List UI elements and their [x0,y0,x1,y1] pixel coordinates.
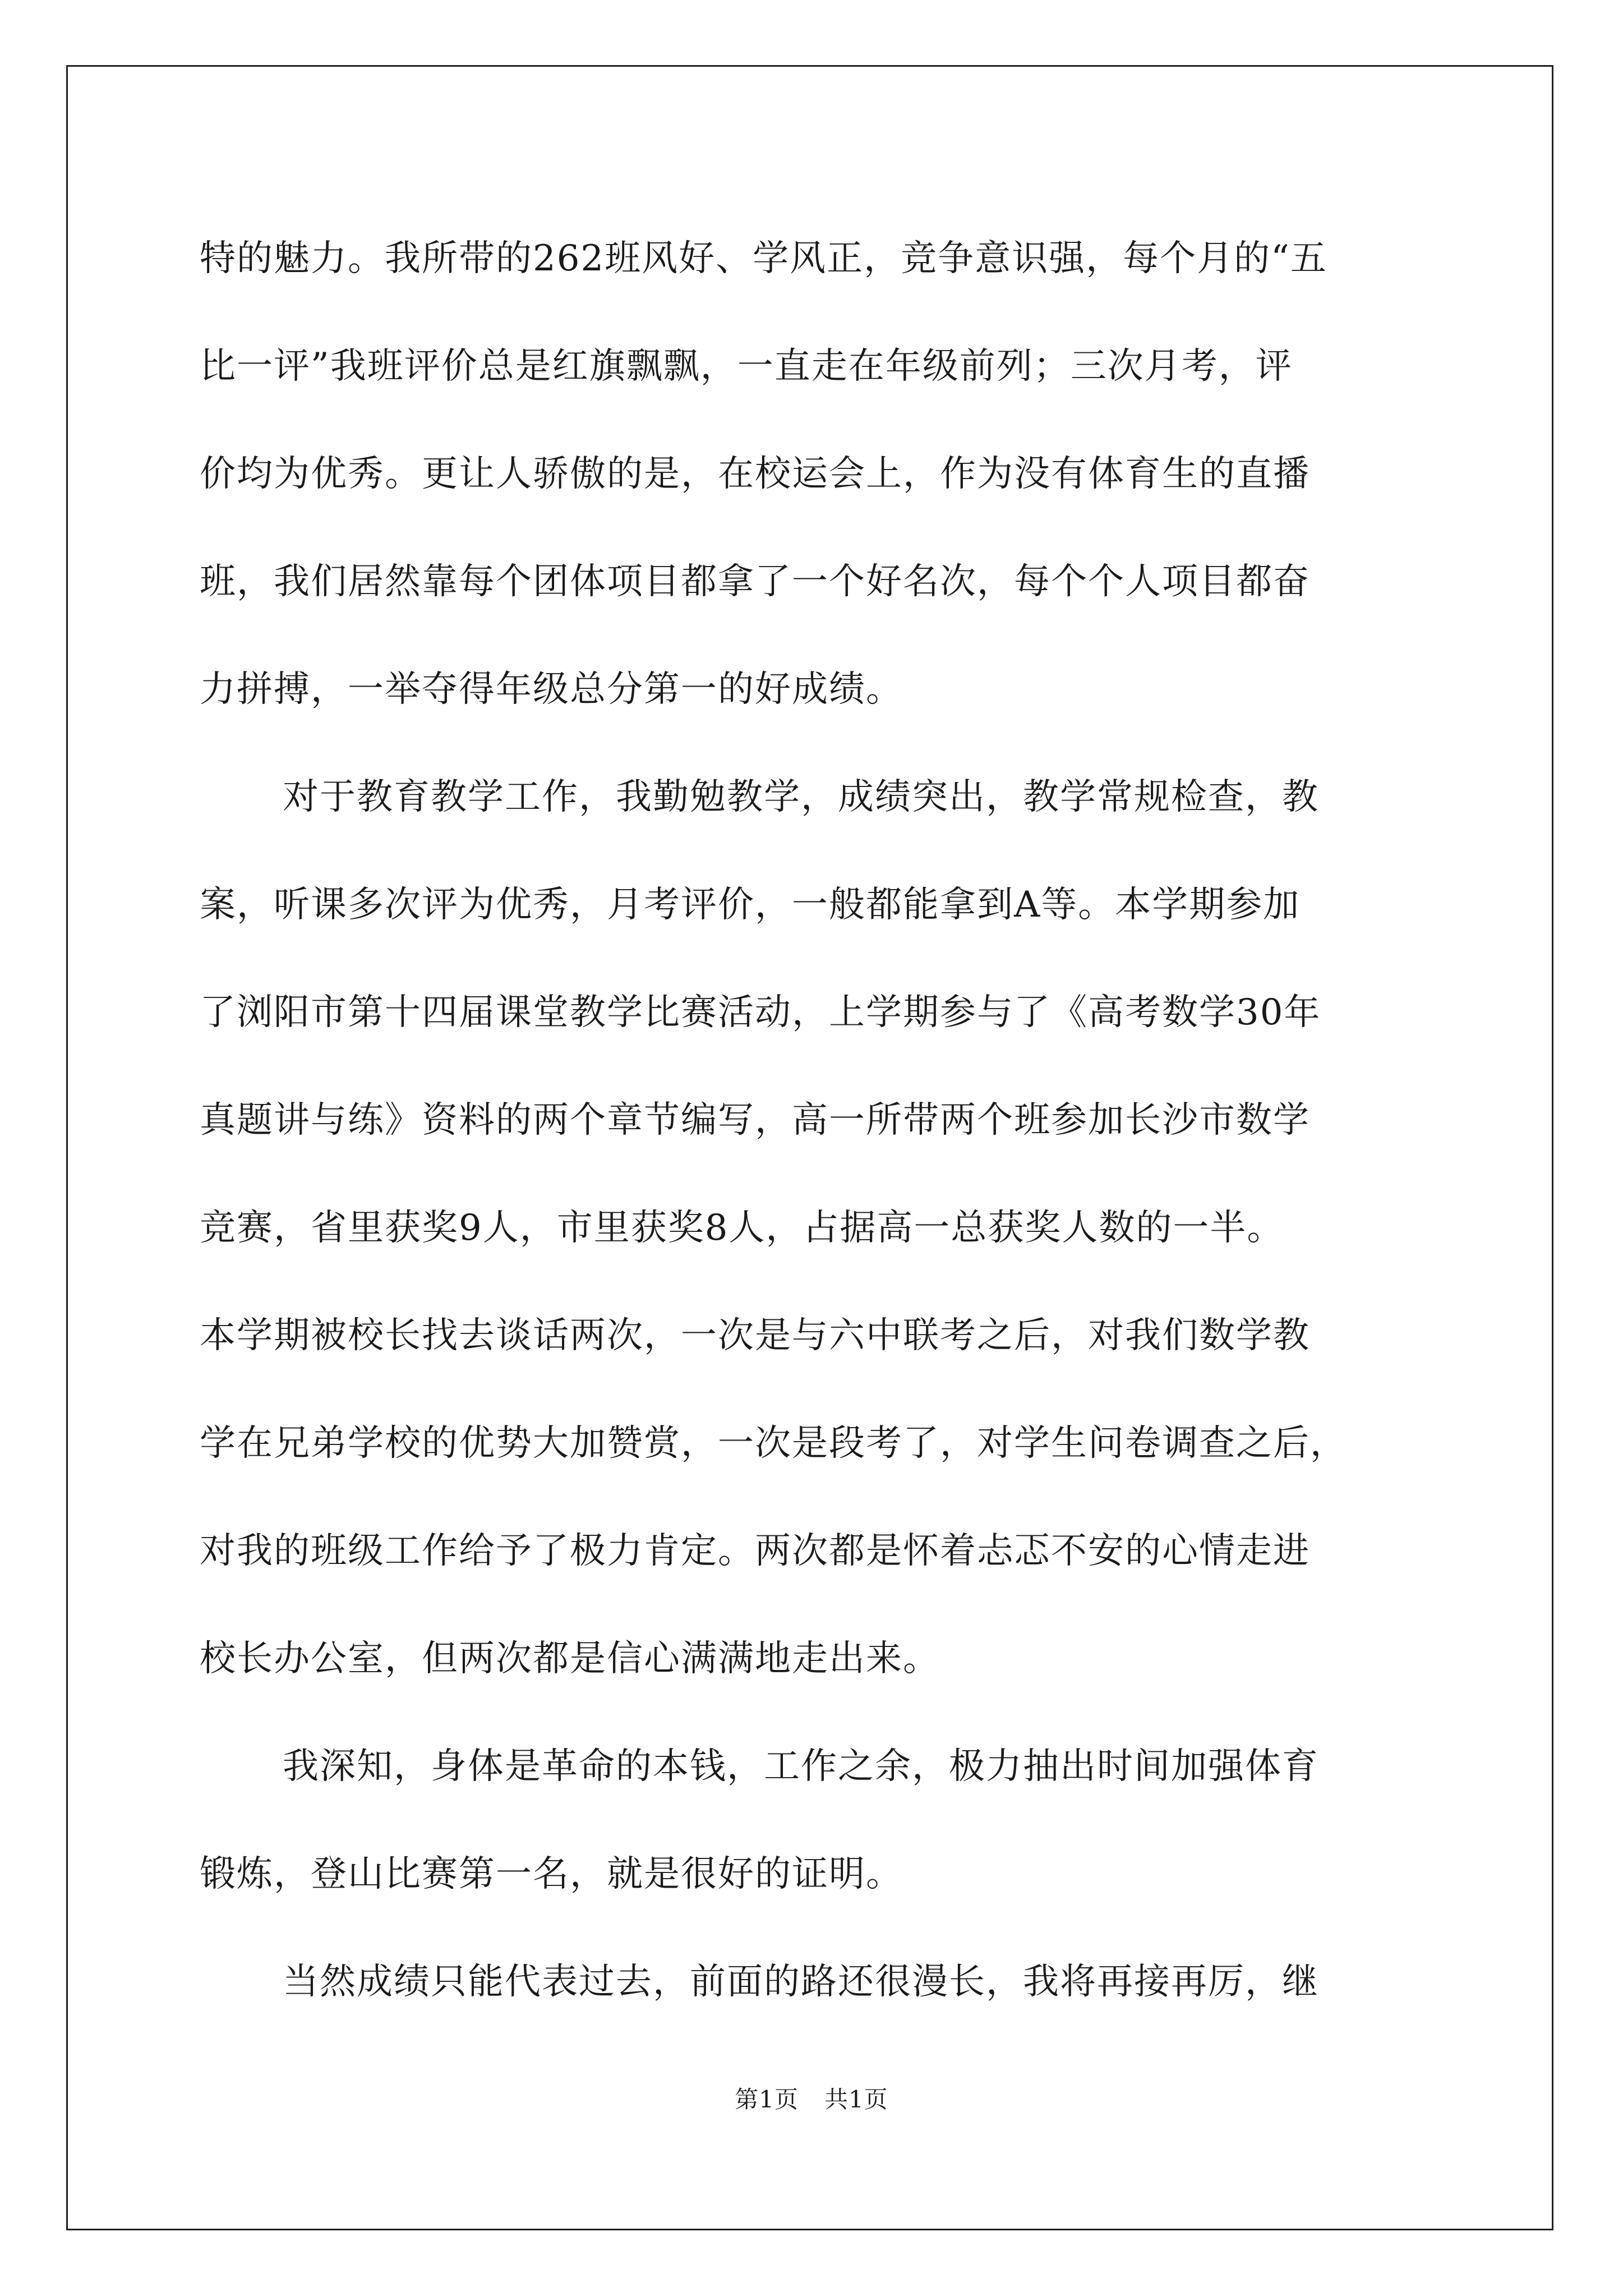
paragraph-teaching-work [200,743,1439,1713]
text-line: 对我的班级工作给予了极力肯定。两次都是怀着忐忑不安的心情走进 [200,1530,1310,1572]
text-line: 比一评”我班评价总是红旗飘飘，一直走在年级前列；三次月考，评 [200,346,1293,387]
paragraph-physical-exercise [200,1713,1439,1928]
paragraph-conclusion [200,1928,1439,2036]
text-line: 本学期被校长找去谈话两次，一次是与六中联考之后，对我们数学教 [200,1315,1310,1356]
text-line: 竞赛，省里获奖9人，市里获奖8人，占据高一总获奖人数的一半。 [200,1207,1284,1249]
page-footer [0,2081,1623,2115]
text-line: 特的魅力。我所带的262班风好、学风正，竞争意识强，每个月的“五 [200,238,1327,279]
text-line: 我深知，身体是革命的本钱，工作之余，极力抽出时间加强体育 [283,1746,1319,1787]
text-line: 锻炼，登山比赛第一名，就是很好的证明。 [200,1853,903,1895]
text-line: 当然成绩只能代表过去，前面的路还很漫长，我将再接再厉，继 [283,1961,1319,2003]
document-body [200,205,1439,2036]
text-line: 学在兄弟学校的优势大加赞赏，一次是段考了，对学生问卷调查之后， [200,1423,1347,1464]
page-number-current: 第1页 [735,2086,799,2113]
text-line: 校长办公室，但两次都是信心满满地走出来。 [200,1638,940,1680]
text-line: 力拼搏，一举夺得年级总分第一的好成绩。 [200,669,903,710]
paragraph-class-achievements [200,205,1439,743]
page-number-total: 共1页 [824,2086,888,2113]
text-line: 对于教育教学工作，我勤勉教学，成绩突出，教学常规检查，教 [283,776,1319,818]
text-line: 了浏阳市第十四届课堂教学比赛活动，上学期参与了《高考数学30年 [200,992,1321,1033]
text-line: 班，我们居然靠每个团体项目都拿了一个好名次，每个个人项目都奋 [200,561,1310,602]
text-line: 价均为优秀。更让人骄傲的是，在校运会上，作为没有体育生的直播 [200,453,1310,495]
text-line: 案，听课多次评为优秀，月考评价，一般都能拿到A等。本学期参加 [200,884,1301,926]
text-line: 真题讲与练》资料的两个章节编写，高一所带两个班参加长沙市数学 [200,1099,1310,1141]
